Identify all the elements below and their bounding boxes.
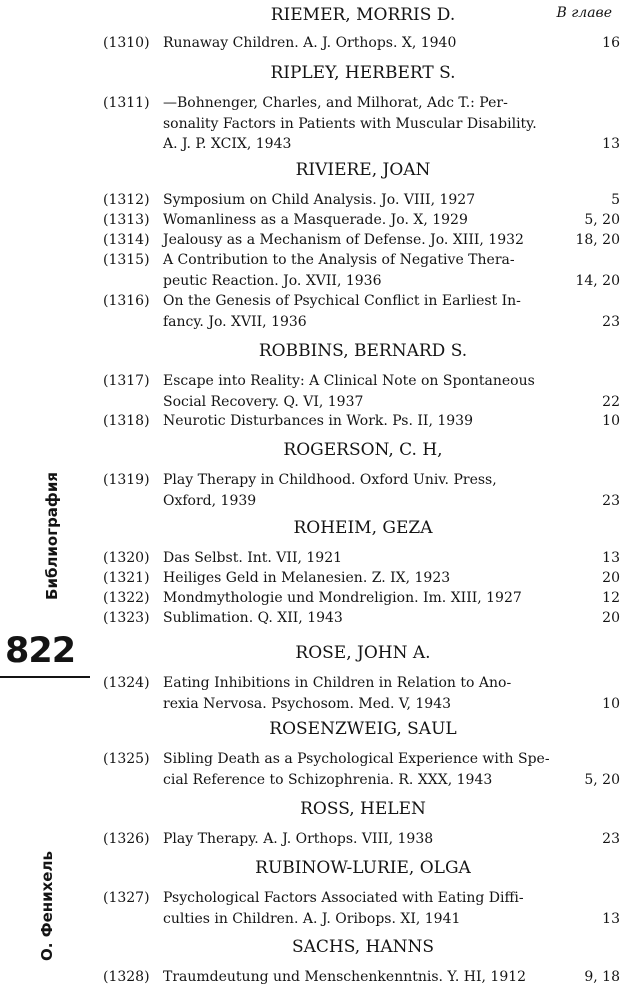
chapter-refs: 23 (602, 492, 620, 509)
bibliography-entry (103, 93, 620, 155)
bibliography-entry (103, 250, 620, 291)
chapter-refs: 9, 18 (584, 969, 620, 985)
chapter-refs: 12 (602, 590, 620, 606)
entry-text: cial Reference to Schizophrenia. R. XXX, 1943 (163, 771, 493, 788)
entry-text: Mondmythologie und Mondreligion. Im. XIII, 1927 (163, 590, 522, 606)
entry-number: (1324) (103, 675, 150, 691)
entry-text: Symposium on Child Analysis. Jo. VIII, 1927 (163, 192, 476, 208)
book-author-vertical: О. Фенихель (38, 851, 56, 961)
bibliography-entry (103, 548, 620, 569)
entry-text: A. J. P. XCIX, 1943 (163, 136, 292, 152)
chapter-refs: 5, 20 (584, 771, 620, 788)
entry-number: (1317) (103, 373, 150, 389)
entry-text: Social Recovery. Q. VI, 1937 (163, 393, 364, 410)
entry-text: Sibling Death as a Psychological Experience with Spe- (163, 751, 550, 767)
chapter-refs: 22 (602, 393, 620, 410)
chapter-refs: 20 (602, 570, 620, 586)
bibliography-entry (103, 371, 620, 412)
bibliography-entry (103, 588, 620, 609)
author-heading: ROSE, JOHN A. (295, 643, 431, 663)
chapter-refs: 13 (602, 136, 620, 152)
bibliography-entry (103, 33, 620, 54)
section-title-vertical: Библиография (43, 472, 61, 600)
bibliography-entry (103, 210, 620, 231)
entry-number: (1326) (103, 831, 150, 847)
entry-number: (1322) (103, 590, 150, 606)
sidebar (0, 0, 96, 990)
bibliography-entry (103, 411, 620, 432)
page-number: 822 (5, 631, 76, 671)
entry-number: (1325) (103, 751, 150, 767)
bibliography-entry (103, 608, 620, 629)
entry-text: Eating Inhibitions in Children in Relation to Ano- (163, 675, 512, 691)
entry-number: (1318) (103, 413, 150, 429)
entry-number: (1320) (103, 550, 150, 566)
bibliography-entry (103, 470, 620, 511)
entry-text: Womanliness as a Masquerade. Jo. X, 1929 (163, 212, 468, 228)
bibliography-entry (103, 749, 620, 790)
entry-text: culties in Children. A. J. Oribops. XI, 1941 (163, 910, 461, 927)
chapter-refs: 13 (602, 910, 620, 927)
chapter-refs: 23 (602, 313, 620, 330)
entry-text: Das Selbst. Int. VII, 1921 (163, 550, 343, 566)
entry-number: (1314) (103, 232, 150, 248)
entry-text: rexia Nervosa. Psychosom. Med. V, 1943 (163, 695, 452, 712)
bibliography-entry (103, 888, 620, 929)
author-heading: ROGERSON, C. H, (283, 440, 443, 460)
entry-text: Oxford, 1939 (163, 492, 257, 509)
author-heading: SACHS, HANNS (291, 937, 435, 957)
chapter-refs: 16 (602, 35, 620, 51)
entry-text: Play Therapy. A. J. Orthops. VIII, 1938 (163, 831, 434, 847)
entry-text: Neurotic Disturbances in Work. Ps. II, 1939 (163, 413, 473, 429)
entry-text: Escape into Reality: A Clinical Note on Spontaneous (163, 373, 535, 389)
author-heading: ROBBINS, BERNARD S. (258, 341, 468, 361)
bibliography-entry (103, 568, 620, 589)
entry-number: (1311) (103, 95, 150, 111)
author-heading: ROSS, HELEN (300, 799, 426, 819)
entry-number: (1327) (103, 890, 150, 906)
entry-text: Play Therapy in Childhood. Oxford Univ. Press, (163, 472, 497, 488)
chapter-refs: 10 (602, 695, 620, 712)
author-heading: RUBINOW-LURIE, OLGA (255, 858, 471, 878)
entry-text: On the Genesis of Psychical Conflict in Earliest In- (163, 293, 521, 309)
author-heading: ROSENZWEIG, SAUL (269, 719, 457, 739)
entry-number: (1312) (103, 192, 150, 208)
chapter-refs: 18, 20 (575, 232, 620, 248)
entry-text: Sublimation. Q. XII, 1943 (163, 610, 343, 626)
entry-text: sonality Factors in Patients with Muscular Disability. (163, 115, 537, 132)
author-heading: RIVIERE, JOAN (295, 160, 431, 180)
entry-text: Runaway Children. A. J. Orthops. X, 1940 (163, 35, 457, 51)
bibliography-entry (103, 673, 620, 714)
bibliography-entry (103, 291, 620, 332)
chapter-refs: 10 (602, 413, 620, 429)
entry-text: Jealousy as a Mechanism of Defense. Jo. XIII, 1932 (163, 232, 524, 248)
entry-text: Psychological Factors Associated with Eating Diffi- (163, 890, 524, 906)
bibliography-entry (103, 967, 620, 988)
chapter-refs: 5 (611, 192, 620, 208)
entry-number: (1316) (103, 293, 150, 309)
entry-number: (1328) (103, 969, 150, 985)
entry-number: (1319) (103, 472, 150, 488)
chapter-refs: 23 (602, 831, 620, 847)
entry-text: —Bohnenger, Charles, and Milhorat, Adc T.: Per- (163, 95, 508, 111)
page-number-rule (0, 676, 90, 678)
chapter-refs: 14, 20 (575, 272, 620, 289)
chapter-refs: 5, 20 (584, 212, 620, 228)
entry-text: peutic Reaction. Jo. XVII, 1936 (163, 272, 382, 289)
bibliography-entry (103, 829, 620, 850)
entry-number: (1321) (103, 570, 150, 586)
entry-text: Heiliges Geld in Melanesien. Z. IX, 1923 (163, 570, 451, 586)
author-heading: RIEMER, MORRIS D. (270, 5, 456, 25)
entry-text: Traumdeutung und Menschenkenntnis. Y. HI, 1912 (163, 969, 527, 985)
chapter-refs: 20 (602, 610, 620, 626)
entry-number: (1313) (103, 212, 150, 228)
entry-text: A Contribution to the Analysis of Negative Thera- (163, 252, 515, 268)
entry-number: (1315) (103, 252, 150, 268)
bibliography-entry (103, 230, 620, 251)
chapter-column-header: В главе (556, 5, 612, 21)
author-heading: RIPLEY, HERBERT S. (270, 63, 456, 83)
bibliography-entry (103, 190, 620, 211)
entry-text: fancy. Jo. XVII, 1936 (163, 313, 307, 330)
chapter-refs: 13 (602, 550, 620, 566)
entry-number: (1323) (103, 610, 150, 626)
entry-number: (1310) (103, 35, 150, 51)
author-heading: ROHEIM, GEZA (293, 518, 433, 538)
